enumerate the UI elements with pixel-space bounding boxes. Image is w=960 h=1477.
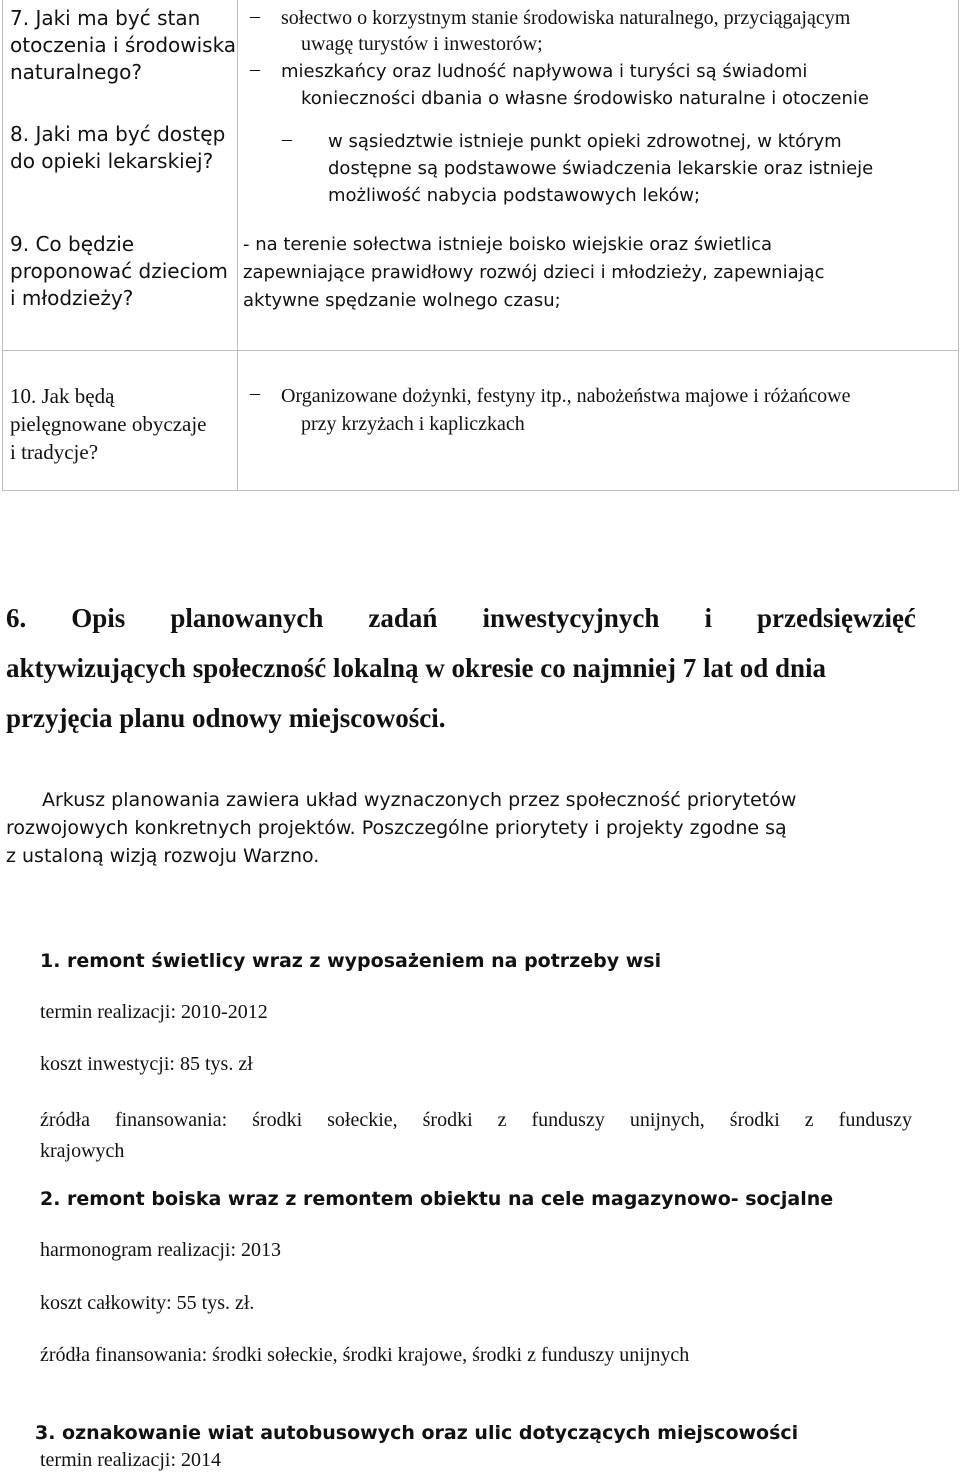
question-9-line-2: proponować dzieciom [10, 259, 228, 283]
project-1-title: 1. remont świetlicy wraz z wyposażeniem na potrzeby wsi [40, 950, 662, 972]
answer-7-item-2-line-2: konieczności dbania o własne środowisko naturalne i otoczenie [301, 88, 869, 109]
answer-8-line-3: możliwość nabycia podstawowych leków; [328, 185, 701, 206]
project-3-term: termin realizacji: 2014 [40, 1449, 222, 1471]
project-2-title: 2. remont boiska wraz z remontem obiektu na cele magazynowo- socjalne [40, 1188, 834, 1210]
intro-line-2: rozwojowych konkretnych projektów. Poszczególne priorytety i projekty zgodne są [6, 817, 787, 839]
question-10-line-1: 10. Jak będą [10, 384, 115, 408]
question-10 [10, 382, 207, 466]
answer-9 [243, 231, 825, 315]
question-8-line-1: 8. Jaki ma być dostęp [10, 122, 226, 146]
answer-9-line-3: aktywne spędzanie wolnego czasu; [243, 290, 561, 311]
heading-word: inwestycyjnych [482, 603, 660, 633]
project-1-cost: koszt inwestycji: 85 tys. zł [40, 1053, 253, 1075]
answer-7-item-1-line-2: uwagę turystów i inwestorów; [301, 33, 543, 55]
answer-8-line-2: dostępne są podstawowe świadczenia lekarskie oraz istnieje [328, 158, 874, 179]
answer-7-item-2 [281, 58, 869, 112]
heading-word: 6. [6, 603, 27, 633]
answer-10-line-2: przy krzyżach i kapliczkach [301, 413, 525, 435]
project-1-funding-line-2: krajowych [40, 1140, 125, 1162]
answer-7-item-1-line-1: sołectwo o korzystnym stanie środowiska naturalnego, przyciągającym [281, 7, 851, 29]
funding-word: z [497, 1109, 507, 1131]
funding-word: finansowania: [114, 1109, 228, 1131]
funding-word: z [804, 1109, 814, 1131]
question-10-line-3: i tradycje? [10, 440, 99, 464]
funding-word: sołeckie, [327, 1109, 398, 1131]
question-9 [10, 231, 228, 312]
question-8 [10, 121, 225, 175]
heading-word: planowanych [170, 603, 324, 633]
answer-8-line-1-text: w sąsiedztwie istnieje punkt opieki zdrowotnej, w którym [328, 131, 842, 152]
section-6-heading-line-3: przyjęcia planu odnowy miejscowości. [6, 703, 446, 733]
intro-line-1: Arkusz planowania zawiera układ wyznaczonych przez społeczność priorytetów [42, 789, 797, 811]
question-8-line-2: do opieki lekarskiej? [10, 149, 214, 173]
question-10-line-2: pielęgnowane obyczaje [10, 412, 207, 436]
project-2-funding: źródła finansowania: środki sołeckie, środki krajowe, środki z funduszy unijnych [40, 1344, 690, 1366]
project-3-title: 3. oznakowanie wiat autobusowych oraz ulic dotyczących miejscowości [35, 1422, 799, 1444]
answer-8-line-1 [328, 128, 950, 155]
project-1-funding [40, 1105, 912, 1167]
project-2-term: harmonogram realizacji: 2013 [40, 1239, 282, 1261]
column-divider [237, 0, 238, 350]
question-9-line-1: 9. Co będzie [10, 232, 135, 256]
answer-7-item-2-line-1: mieszkańcy oraz ludność napływowa i turyści są świadomi [281, 61, 808, 82]
question-9-line-3: i młodzieży? [10, 286, 134, 310]
column-divider [237, 351, 238, 490]
heading-word: Opis [71, 603, 126, 633]
project-1-term: termin realizacji: 2010-2012 [40, 1001, 268, 1023]
answer-10 [281, 382, 850, 438]
bullet-dash: – [250, 5, 260, 27]
answer-10-line-1: Organizowane dożynki, festyny itp., nabożeństwa majowe i różańcowe [281, 385, 851, 407]
funding-word: unijnych, [629, 1109, 705, 1131]
funding-word: funduszy [838, 1109, 912, 1131]
bullet-dash: – [250, 382, 260, 404]
bullet-dash: – [282, 128, 292, 150]
question-7-line-2: otoczenia i środowiska [10, 33, 237, 57]
section-6-heading-line-1 [6, 600, 916, 636]
heading-word: i [704, 603, 712, 633]
heading-word: przedsięwzięć [756, 603, 916, 633]
funding-word: funduszy [531, 1109, 605, 1131]
intro-line-3: z ustaloną wizją rozwoju Warzno. [6, 845, 320, 867]
answer-9-line-2: zapewniające prawidłowy rozwój dzieci i młodzieży, zapewniając [243, 262, 825, 283]
section-6-heading-line-2 [6, 650, 914, 686]
project-2-cost: koszt całkowity: 55 tys. zł. [40, 1292, 255, 1314]
section-6-heading-line-2-text: aktywizujących społeczność lokalną w okresie co najmniej 7 lat od dnia [6, 653, 827, 683]
heading-word: zadań [368, 603, 438, 633]
funding-word: środki [252, 1109, 303, 1131]
question-7 [10, 5, 236, 86]
answer-7-item-1 [281, 5, 850, 57]
funding-word: środki [729, 1109, 780, 1131]
project-1-funding-line-1 [40, 1105, 912, 1136]
question-7-line-1: 7. Jaki ma być stan [10, 6, 201, 30]
funding-word: środki [422, 1109, 473, 1131]
answer-8 [328, 128, 950, 209]
section-6-heading [6, 600, 916, 636]
section-6-intro [6, 786, 796, 870]
question-7-line-3: naturalnego? [10, 60, 143, 84]
answer-9-line-1: - na terenie sołectwa istnieje boisko wiejskie oraz świetlica [243, 234, 773, 255]
bullet-dash: – [250, 58, 260, 80]
funding-word: źródła [40, 1109, 90, 1131]
